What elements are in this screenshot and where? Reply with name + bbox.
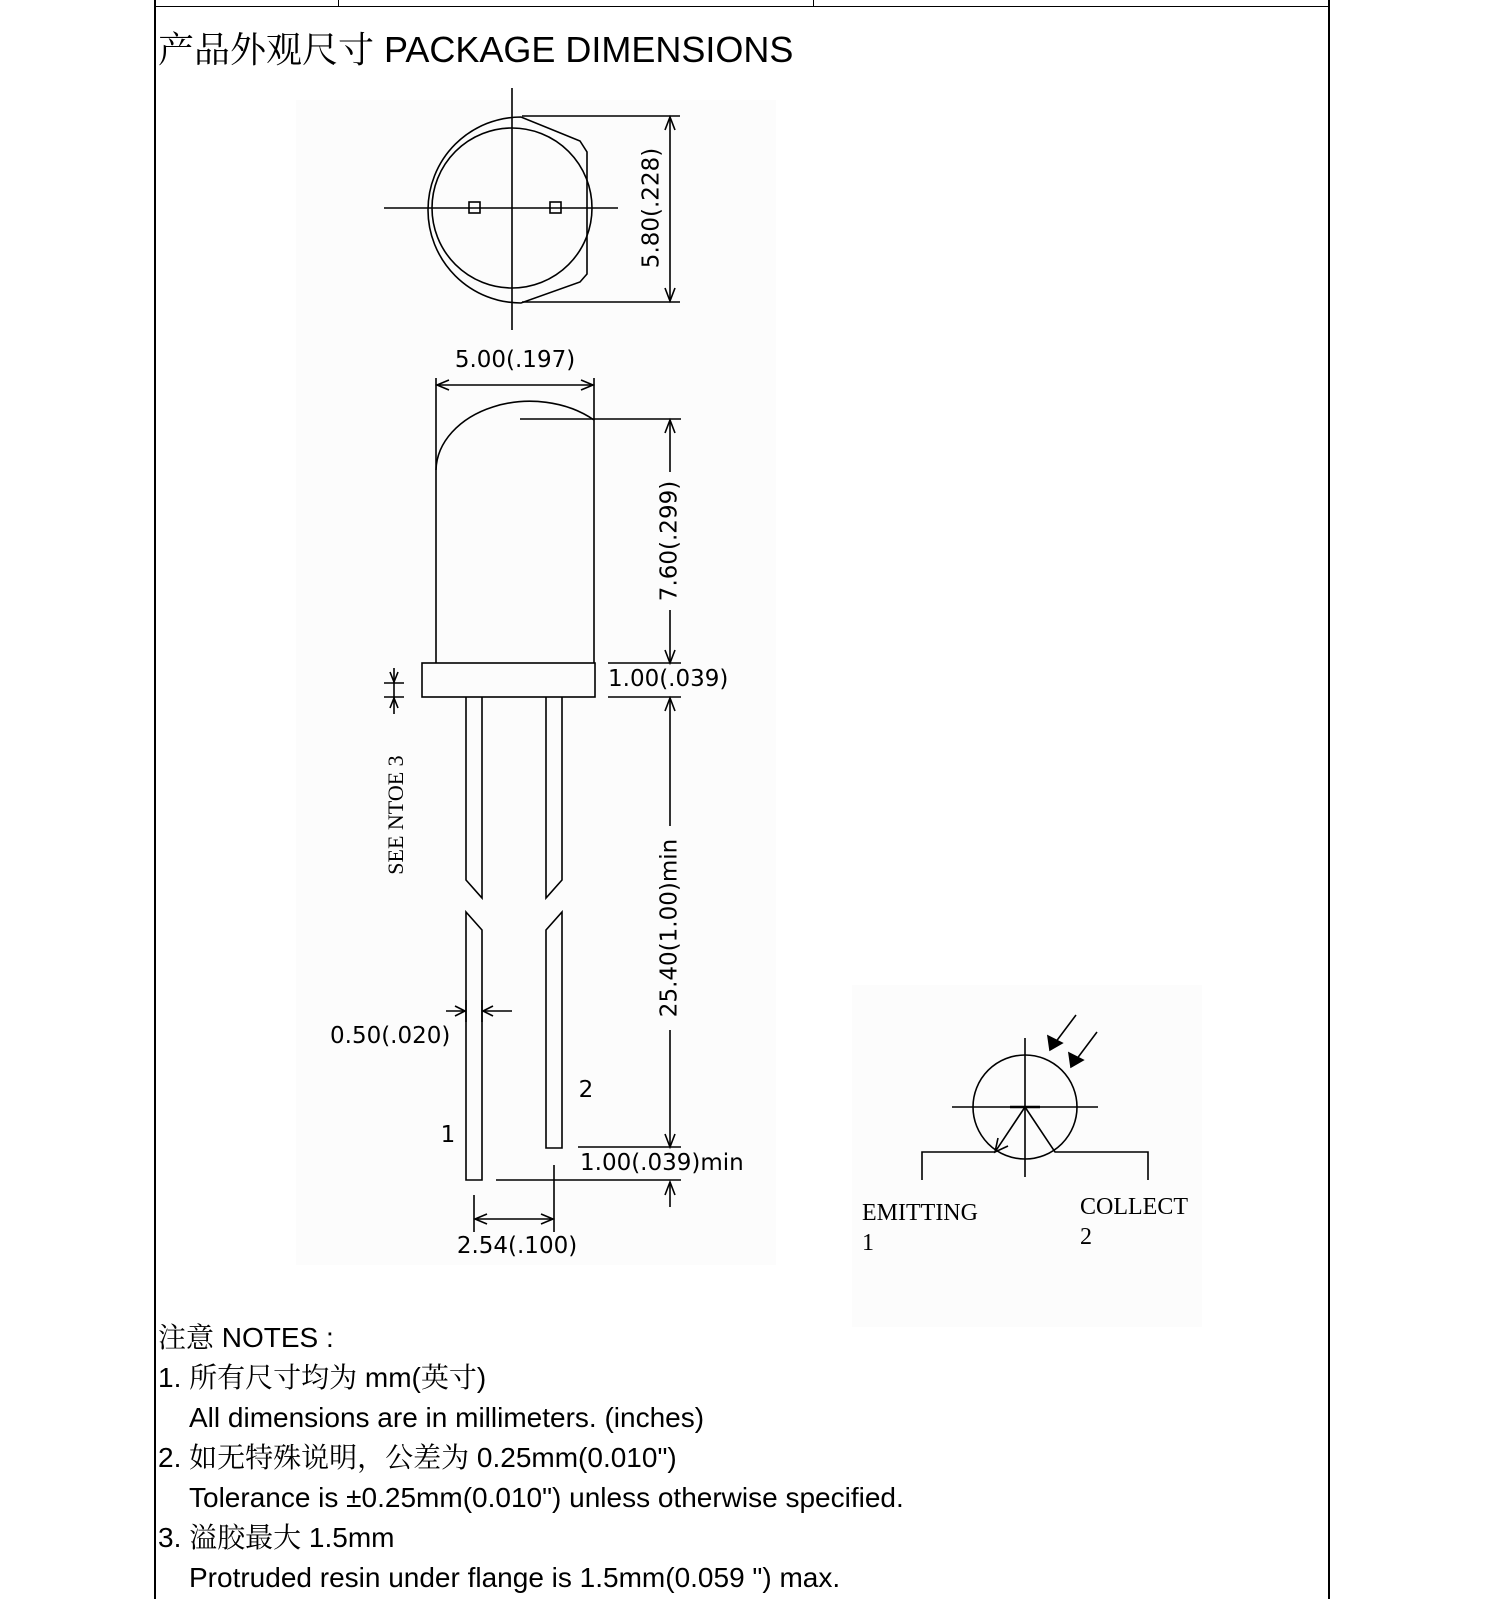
note-2-cn: 2. 如无特殊说明，公差为 0.25mm(0.010") <box>158 1442 677 1473</box>
see-note-label: SEE NTOE 3 <box>383 755 409 875</box>
note-1-cn: 1. 所有尺寸均为 mm(英寸) <box>158 1362 487 1393</box>
dim-body-width: 5.00(.197) <box>454 347 576 373</box>
dim-height-top: 5.80(.228) <box>638 147 665 269</box>
pin-2-label: 2 <box>578 1077 594 1103</box>
dim-lead-end: 1.00(.039)min <box>580 1150 744 1176</box>
emitter-label: EMITTING <box>862 1200 978 1226</box>
page-title: 产品外观尺寸 PACKAGE DIMENSIONS <box>158 29 794 70</box>
note-2-en: Tolerance is ±0.25mm(0.010") unless otherwise specified. <box>189 1482 904 1513</box>
note-3-en: Protruded resin under flange is 1.5mm(0.059 ") max. <box>189 1562 841 1593</box>
phototransistor-symbol <box>922 1015 1148 1180</box>
dim-flange: 1.00(.039) <box>608 666 729 692</box>
dim-lead-width: 0.50(.020) <box>330 1023 451 1049</box>
dim-pitch: 2.54(.100) <box>456 1233 578 1259</box>
note-3-cn: 3. 溢胶最大 1.5mm <box>158 1522 395 1553</box>
pitch-dimension <box>474 1165 554 1232</box>
dim-lead-length: 25.40(1.00)min <box>656 838 683 1018</box>
pin-1-label: 1 <box>440 1122 456 1148</box>
notes-heading: 注意 NOTES : <box>158 1322 334 1353</box>
lead-width-dimension <box>446 1000 512 1022</box>
emitter-number: 1 <box>862 1230 874 1256</box>
lead-2 <box>546 697 562 1148</box>
collector-number: 2 <box>1080 1224 1092 1250</box>
top-view <box>384 88 680 330</box>
lead-1 <box>466 697 482 1180</box>
dim-body-height: 7.60(.299) <box>656 480 683 602</box>
notes-section <box>158 1318 904 1598</box>
side-view-body <box>422 401 681 697</box>
note-1-en: All dimensions are in millimeters. (inches) <box>189 1402 705 1433</box>
collector-label: COLLECT <box>1080 1194 1188 1220</box>
resin-note-dimension <box>384 668 404 714</box>
